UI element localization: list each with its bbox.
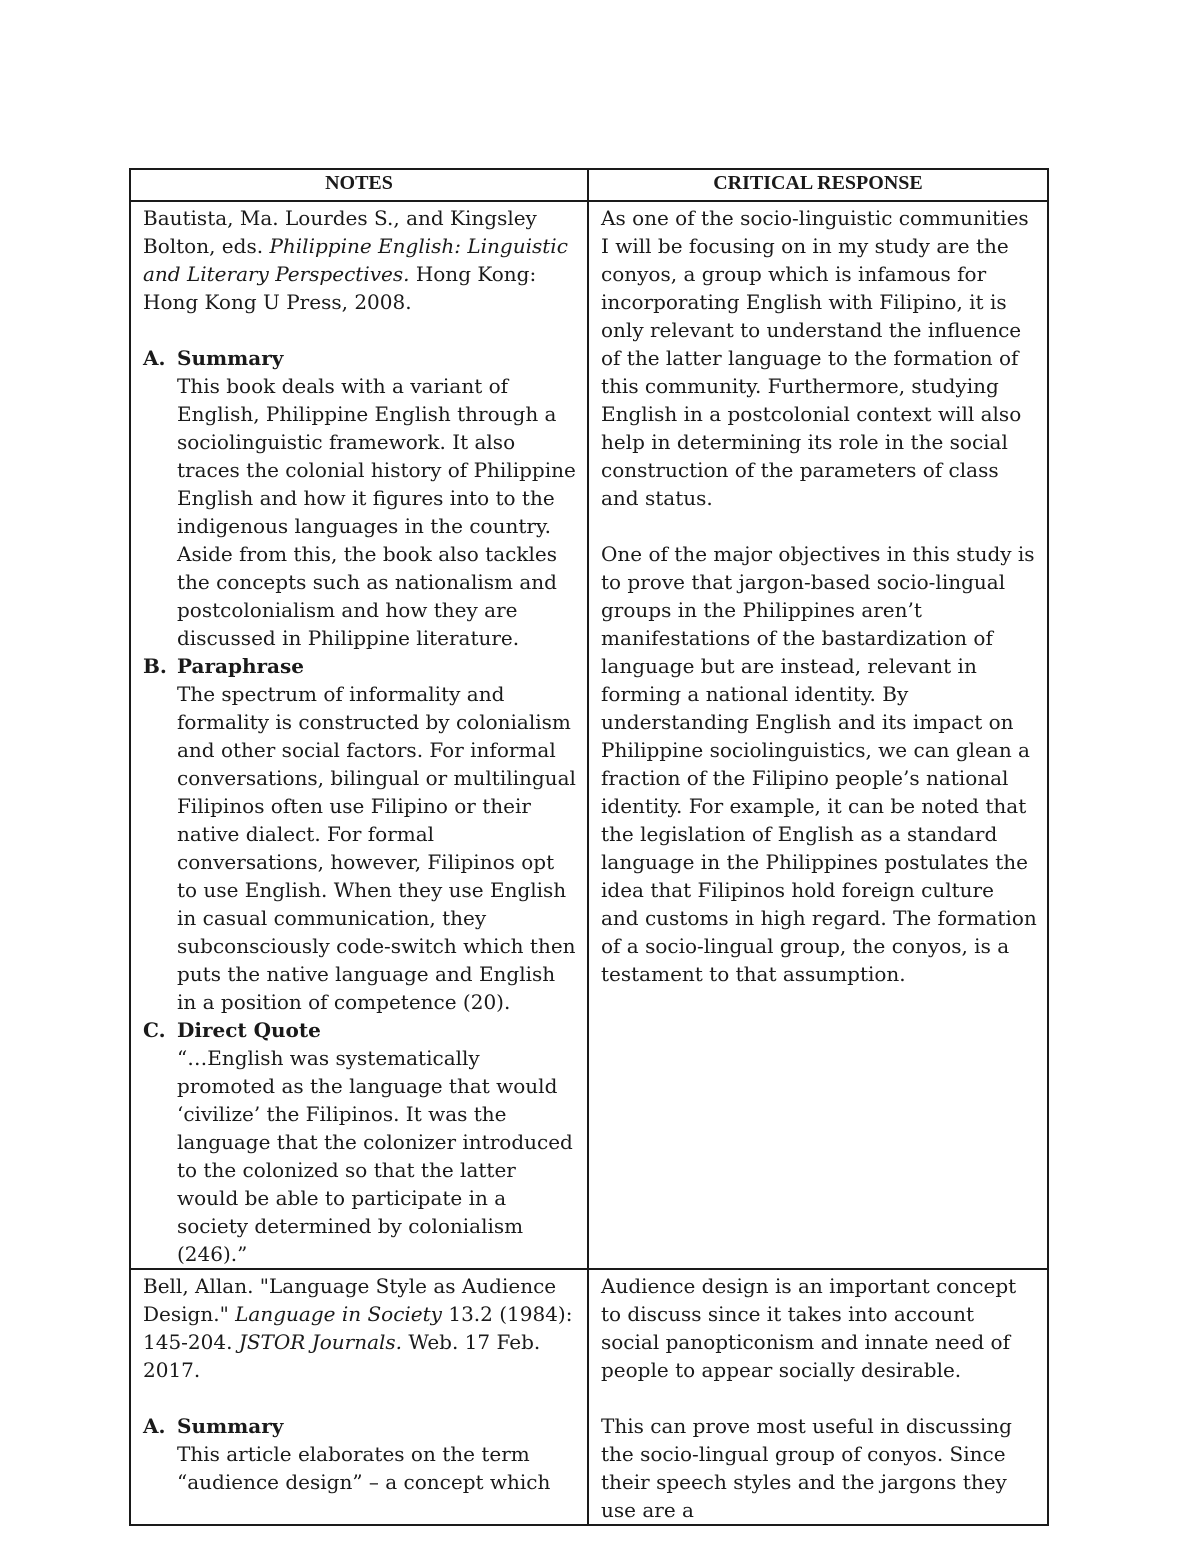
section-heading: Paraphrase [177,654,304,678]
response-cell [588,201,1048,1269]
notes-header: NOTES [130,169,588,201]
section-text: This article elaborates on the term “audience design” – a concept which [177,1442,551,1494]
citation-database: JSTOR Journals. [238,1330,403,1354]
citation: Bautista, Ma. Lourdes S., and Kingsley Bolton, eds. Philippine English: Linguistic and Literary Perspectives. Hong Kong: Hong Kong U Press, 2008. [143,206,568,314]
section-heading: Summary [177,1414,284,1438]
response-cell [588,1269,1048,1525]
section-text: This book deals with a variant of English, Philippine English through a sociolinguistic framework. It also traces the colonial history of Philippine English and how it figures into to the indigenous languages in the country. Aside from this, the book also tackles the concepts such as nationalism and postcolonialism and how they are discussed in Philippine literature. [177,374,576,650]
section-text: “…English was systematically promoted as the language that would ‘civilize’ the Filipinos. It was the language that the colonizer introduced to the colonized so that the latter would be able to participate in a society determined by colonialism (246).” [177,1046,573,1266]
citation-title: Philippine English: Linguistic and Literary Perspectives. [143,234,568,286]
section-heading: Summary [177,346,284,370]
notes-cell [130,1269,588,1525]
direct-quote-section: C. Direct Quote “…English was systematically promoted as the language that would ‘civilize’ the Filipinos. It was the language that the colonizer introduced to the colonized so that the latter would be able to participate in a society determined by colonialism (246).” [143,1016,577,1268]
section-text: The spectrum of informality and formality is constructed by colonialism and other social factors. For informal conversations, bilingual or multilingual Filipinos often use Filipino or their native dialect. For formal conversations, however, Filipinos opt to use English. When they use English in casual communication, they subconsciously code-switch which then puts the native language and English in a position of competence (20). [177,682,576,1014]
response-paragraph: Audience design is an important concept to discuss since it takes into account social panopticonism and innate need of people to appear socially desirable. [601,1274,1017,1382]
section-heading: Direct Quote [177,1018,321,1042]
citation-title: Language in Society [235,1302,442,1326]
table-row [130,1269,1048,1525]
summary-section: A. Summary This article elaborates on the term “audience design” – a concept which [143,1412,577,1496]
notes-cell [130,201,588,1269]
table-row [130,201,1048,1269]
summary-section: A. Summary This book deals with a variant of English, Philippine English through a sociolinguistic framework. It also traces the colonial history of Philippine English and how it figures into to the indigenous languages in the country. Aside from this, the book also tackles the concepts such as nationalism and postcolonialism and how they are discussed in Philippine literature. [143,346,576,650]
citation: Bell, Allan. "Language Style as Audience Design." Language in Society 13.2 (1984): 145-204. JSTOR Journals. Web. 17 Feb. 2017. [143,1274,573,1382]
critical-response-header: CRITICAL RESPONSE [588,169,1048,201]
response-paragraph: One of the major objectives in this study is to prove that jargon-based socio-lingual groups in the Philippines aren’t manifestations of the bastardization of language but are instead, relevant in forming a national identity. By understanding English and its impact on Philippine sociolinguistics, we can glean a fraction of the Filipino people’s national identity. For example, it can be noted that the legislation of English as a standard language in the Philippines postulates the idea that Filipinos hold foreign culture and customs in high regard. The formation of a socio-lingual group, the conyos, is a testament to that assumption. [601,542,1037,986]
table-header-row [130,169,1048,201]
response-paragraph: As one of the socio-linguistic communities I will be focusing on in my study are the conyos, a group which is infamous for incorporating English with Filipino, it is only relevant to understand the influence of the latter language to the formation of this community. Furthermore, studying English in a postcolonial context will also help in determining its role in the social construction of the parameters of class and status. [601,206,1029,510]
response-paragraph: This can prove most useful in discussing the socio-lingual group of conyos. Since their speech styles and the jargons they use are a [601,1414,1012,1522]
notes-table [129,168,1049,1526]
paraphrase-section: B. Paraphrase The spectrum of informality and formality is constructed by colonialism and other social factors. For informal conversations, bilingual or multilingual Filipinos often use Filipino or their native dialect. For formal conversations, however, Filipinos opt to use English. When they use English in casual communication, they subconsciously code-switch which then puts the native language and English in a position of competence (20). [143,654,576,1014]
